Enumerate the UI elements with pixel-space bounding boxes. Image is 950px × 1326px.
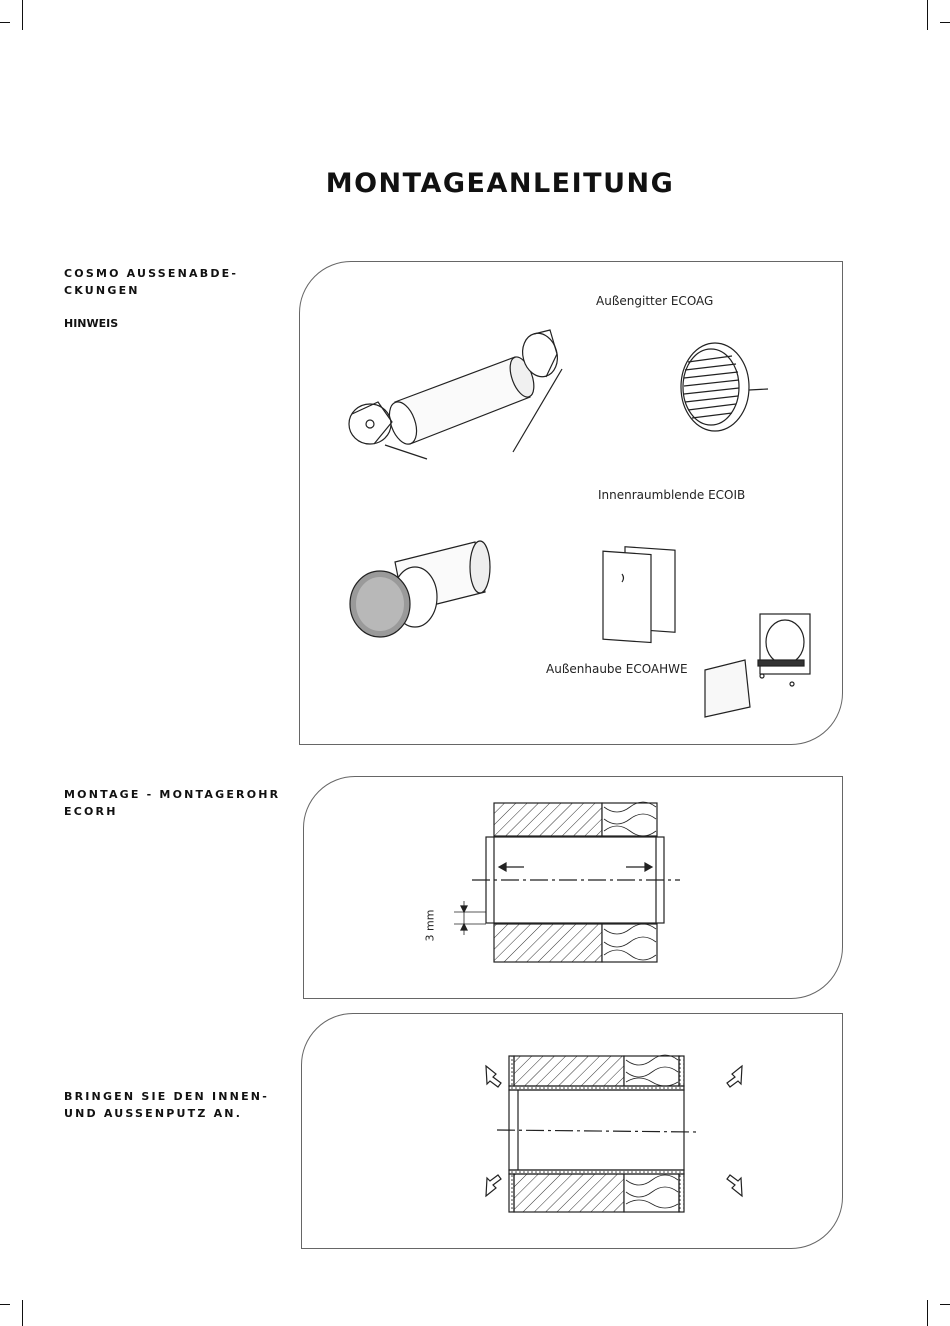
caption-outer-hood: Außenhaube ECOAHWE bbox=[546, 662, 688, 676]
section-2-label: MONTAGE - MONTAGEROHR ECORH bbox=[64, 788, 281, 818]
diagram-plastering bbox=[302, 1014, 842, 1248]
page-title: MONTAGEANLEITUNG bbox=[325, 168, 675, 199]
crop-mark-bottom-right-h bbox=[940, 1304, 950, 1305]
dimension-label: 3 mm bbox=[423, 909, 437, 942]
crop-mark-top-left-h bbox=[0, 22, 10, 23]
crop-mark-top-left-v bbox=[22, 0, 23, 30]
diagram-mounting-tube bbox=[304, 777, 842, 998]
fan-unit-illustration bbox=[350, 541, 490, 637]
section-3-label: BRINGEN SIE DEN INNEN- UND AUSSENPUTZ AN. bbox=[64, 1090, 269, 1120]
panel-cosmo-covers bbox=[299, 261, 843, 745]
crop-mark-top-right-h bbox=[940, 22, 950, 23]
section-1-label: COSMO AUSSENABDE- CKUNGEN bbox=[64, 267, 239, 297]
crop-mark-top-right-v bbox=[927, 0, 928, 30]
outer-grille-illustration bbox=[681, 343, 768, 431]
crop-mark-bottom-left-v bbox=[22, 1300, 23, 1326]
panel-plastering bbox=[301, 1013, 843, 1249]
caption-outer-grille: Außengitter ECOAG bbox=[596, 294, 714, 308]
caption-inner-cover: Innenraumblende ECOIB bbox=[598, 488, 746, 502]
inner-cover-illustration bbox=[603, 547, 675, 643]
panel-mounting-tube bbox=[303, 776, 843, 999]
crop-mark-bottom-right-v bbox=[927, 1300, 928, 1326]
hinweis-label: HINWEIS bbox=[64, 317, 119, 330]
outer-hood-illustration bbox=[705, 614, 810, 717]
tube-exploded-illustration bbox=[349, 329, 562, 459]
crop-mark-bottom-left-h bbox=[0, 1304, 10, 1305]
